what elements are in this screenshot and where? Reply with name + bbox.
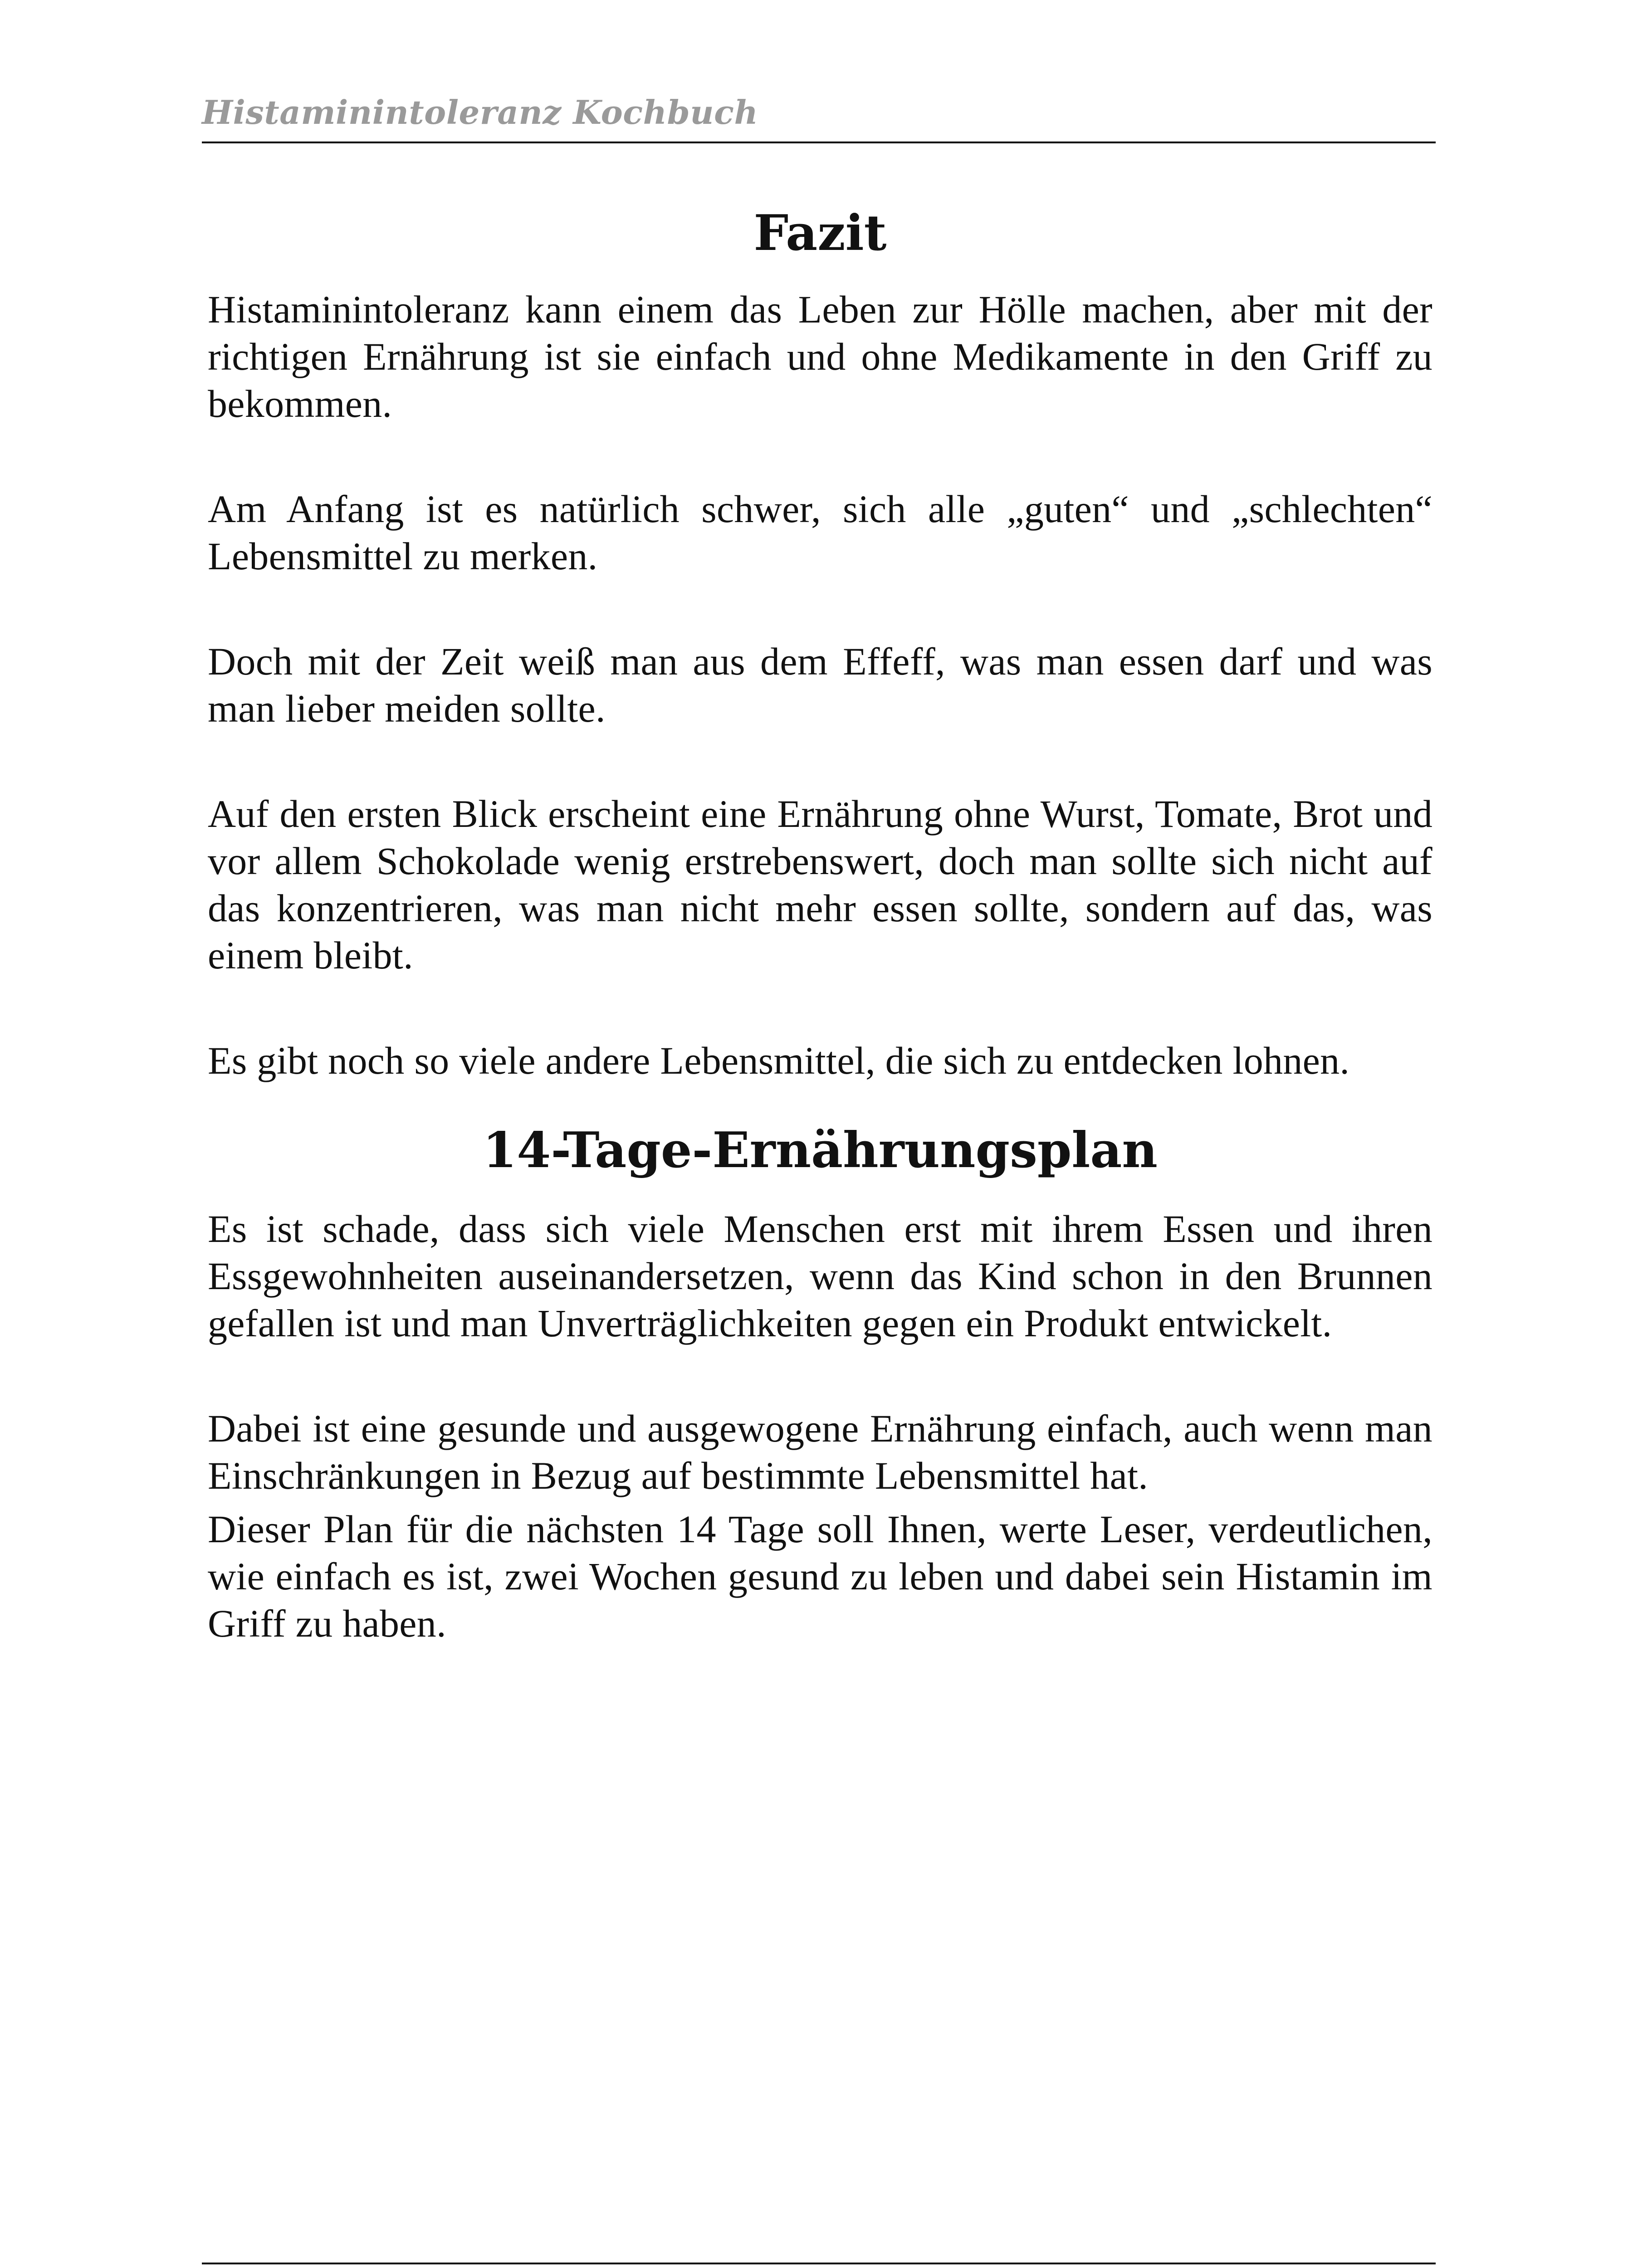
paragraph: Auf den ersten Blick erscheint eine Ernährung ohne Wurst, Tomate, Brot und vor allem Schokolade wenig erstrebenswert, doch man sollte sich nicht auf das konzentrieren, was man nicht mehr essen sollte, sondern auf das, was einem bleibt. <box>208 792 1433 977</box>
running-header-title: Histaminintoleranz Kochbuch <box>202 93 758 132</box>
paragraph: Es ist schade, dass sich viele Menschen erst mit ihrem Essen und ihren Essgewohnheiten auseinandersetzen, wenn das Kind schon in den Brunnen gefallen ist und man Unverträglichkeiten gegen ein Produkt entwickelt. <box>208 1207 1433 1345</box>
section-heading-ernaehrungsplan: 14-Tage-Ernährungsplan <box>483 1121 1158 1179</box>
section-heading-fazit: Fazit <box>753 205 887 262</box>
header-divider <box>202 142 1436 143</box>
paragraph: Es gibt noch so viele andere Lebensmittel, die sich zu entdecken lohnen. <box>208 1038 1350 1082</box>
paragraph: Dabei ist eine gesunde und ausgewogene Ernährung einfach, auch wenn man Einschränkungen in Bezug auf bestimmte Lebensmittel hat. <box>208 1407 1433 1498</box>
footer-divider <box>202 2263 1436 2264</box>
page-body <box>208 204 1433 1705</box>
paragraph: Doch mit der Zeit weiß man aus dem Effeff, was man essen darf und was man lieber meiden sollte. <box>208 639 1433 730</box>
paragraph: Dieser Plan für die nächsten 14 Tage soll Ihnen, werte Leser, verdeutlichen, wie einfach es ist, zwei Wochen gesund zu leben und dabei sein Histamin im Griff zu haben. <box>208 1507 1433 1646</box>
paragraph: Am Anfang ist es natürlich schwer, sich alle „guten“ und „schlechten“ Lebensmittel zu merken. <box>208 487 1433 578</box>
paragraph: Histaminintoleranz kann einem das Leben zur Hölle machen, aber mit der richtigen Ernährung ist sie einfach und ohne Medikamente in den Griff zu bekommen. <box>208 287 1433 425</box>
